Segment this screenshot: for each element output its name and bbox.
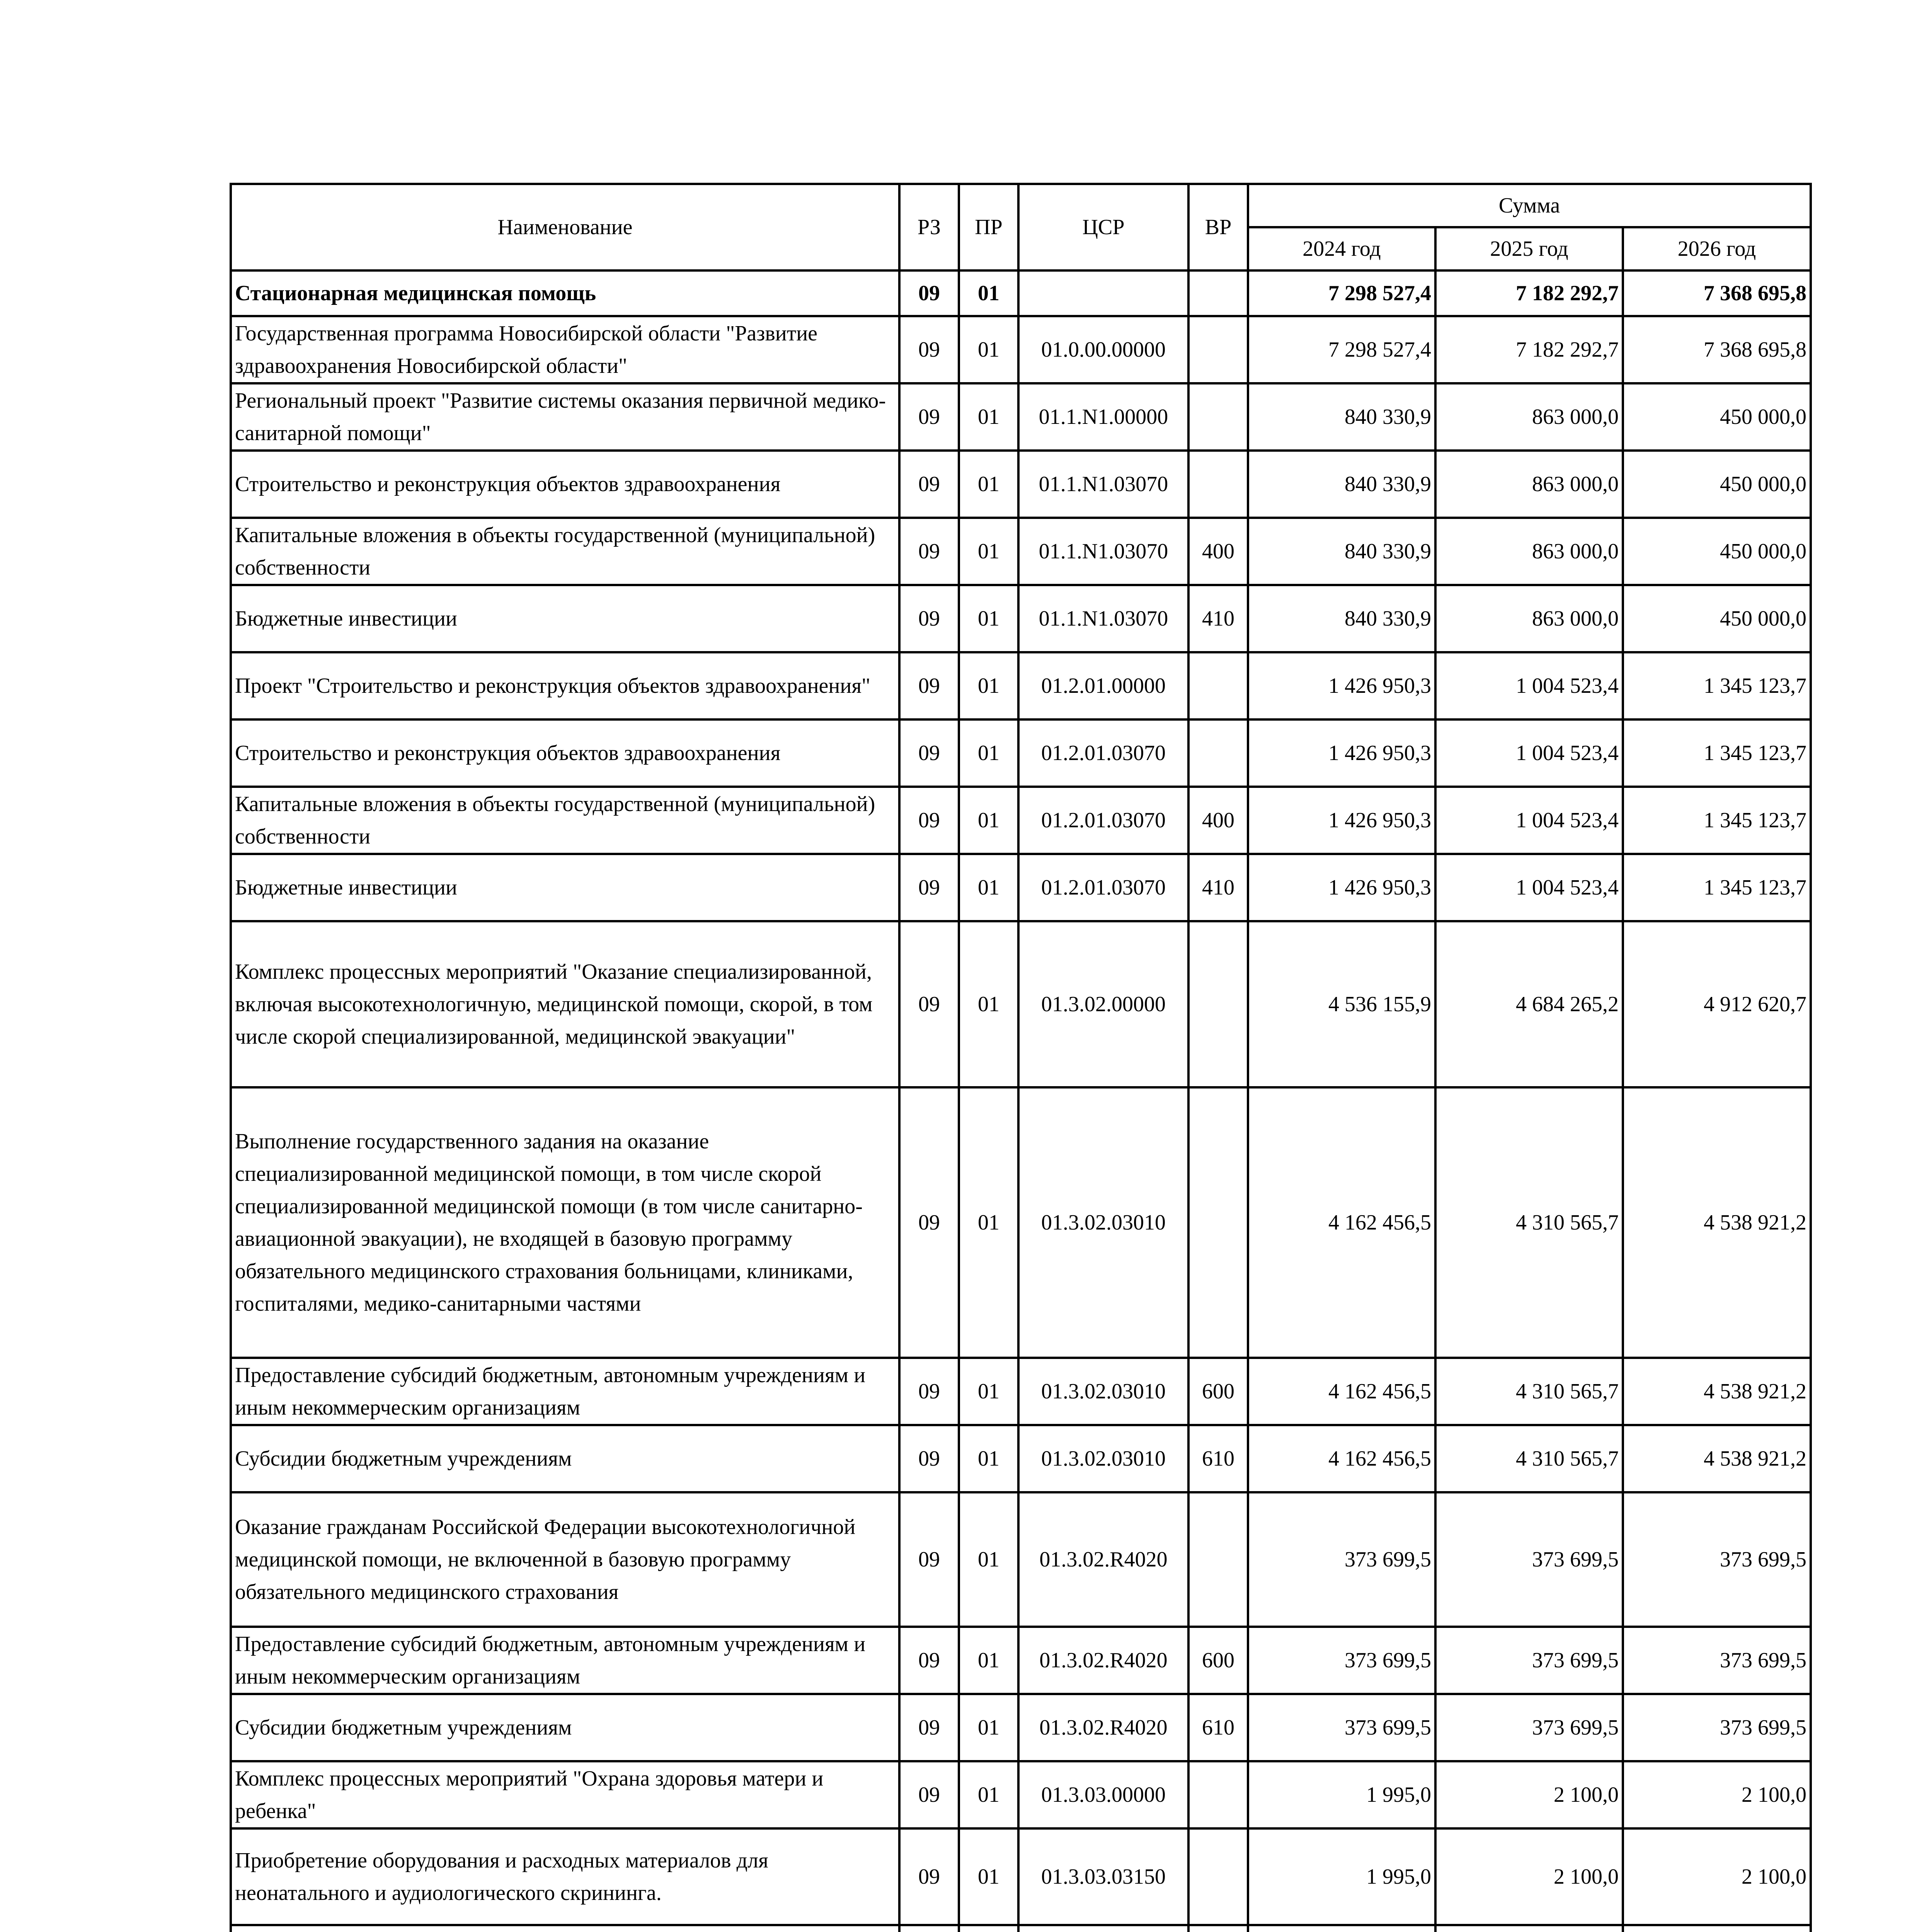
cell-y2025: 7 182 292,7 xyxy=(1435,316,1623,383)
table-row xyxy=(231,652,1811,719)
cell-y2026: 7 368 695,8 xyxy=(1623,316,1811,383)
cell-rz: 09 xyxy=(899,383,959,451)
cell-rz: 09 xyxy=(899,921,959,1087)
cell-pr: 01 xyxy=(959,1694,1018,1761)
cell-pr: 01 xyxy=(959,383,1018,451)
cell-y2024: 4 536 155,9 xyxy=(1248,921,1435,1087)
cell-rz: 09 xyxy=(899,451,959,518)
cell-y2024: 373 699,5 xyxy=(1248,1694,1435,1761)
cell-y2026: 4 538 921,2 xyxy=(1623,1358,1811,1425)
table-row xyxy=(231,787,1811,854)
cell-pr: 01 xyxy=(959,1828,1018,1925)
cell-name: Капитальные вложения в объекты государственной (муниципальной) собственности xyxy=(231,518,899,585)
cell-rz: 09 xyxy=(899,1492,959,1627)
cell-rz: 09 xyxy=(899,585,959,652)
cell-y2025: 2 100,0 xyxy=(1435,1761,1623,1828)
cell-csr: 01.3.02.R4020 xyxy=(1018,1627,1188,1694)
cell-y2025: 373 699,5 xyxy=(1435,1492,1623,1627)
cell-y2026: 450 000,0 xyxy=(1623,585,1811,652)
cell-y2024: 840 330,9 xyxy=(1248,451,1435,518)
cell-y2025: 4 310 565,7 xyxy=(1435,1425,1623,1492)
cell-y2025: 863 000,0 xyxy=(1435,585,1623,652)
cell-vr xyxy=(1188,921,1248,1087)
cell-name: Строительство и реконструкция объектов здравоохранения xyxy=(231,451,899,518)
cell-vr xyxy=(1188,1087,1248,1358)
cell-vr: 600 xyxy=(1188,1358,1248,1425)
header-row xyxy=(231,184,1811,227)
cell-pr: 01 xyxy=(959,585,1018,652)
cell-name: Предоставление субсидий бюджетным, автономным учреждениям и иным некоммерческим организациям xyxy=(231,1358,899,1425)
cell-pr: 01 xyxy=(959,451,1018,518)
cell-y2024 xyxy=(1248,1925,1435,1932)
cell-y2024: 4 162 456,5 xyxy=(1248,1358,1435,1425)
cell-rz: 09 xyxy=(899,1761,959,1828)
cell-y2026: 4 538 921,2 xyxy=(1623,1087,1811,1358)
cell-pr: 01 xyxy=(959,854,1018,921)
cell-name: Комплекс процессных мероприятий "Оказание специализированной, включая высокотехнологичную, медицинской помощи, скорой, в том числе скорой специализированной, медицинской эвакуации" xyxy=(231,921,899,1087)
cell-vr xyxy=(1188,1925,1248,1932)
cell-pr: 01 xyxy=(959,1492,1018,1627)
cell-name: Предоставление субсидий бюджетным, автономным учреждениям и иным некоммерческим организациям xyxy=(231,1627,899,1694)
table-row xyxy=(231,1627,1811,1694)
cell-vr: 610 xyxy=(1188,1425,1248,1492)
cell-y2025: 1 004 523,4 xyxy=(1435,652,1623,719)
cell-csr: 01.0.00.00000 xyxy=(1018,316,1188,383)
table-row xyxy=(231,719,1811,787)
cell-y2024: 7 298 527,4 xyxy=(1248,270,1435,316)
cell-y2026: 1 345 123,7 xyxy=(1623,719,1811,787)
cell-pr: 01 xyxy=(959,1358,1018,1425)
cell-name: Проект "Строительство и реконструкция объектов здравоохранения" xyxy=(231,652,899,719)
cell-csr: 01.3.02.R4020 xyxy=(1018,1492,1188,1627)
cell-y2025: 373 699,5 xyxy=(1435,1694,1623,1761)
cell-rz: 09 xyxy=(899,719,959,787)
cell-y2026: 373 699,5 xyxy=(1623,1627,1811,1694)
cell-csr: 01.2.01.03070 xyxy=(1018,854,1188,921)
cell-y2024: 1 426 950,3 xyxy=(1248,652,1435,719)
header-sum: Сумма xyxy=(1248,184,1811,227)
cell-csr xyxy=(1018,270,1188,316)
cell-y2024: 373 699,5 xyxy=(1248,1492,1435,1627)
cell-y2024: 4 162 456,5 xyxy=(1248,1087,1435,1358)
cell-name: Комплекс процессных мероприятий "Охрана здоровья матери и ребенка" xyxy=(231,1761,899,1828)
cell-csr: 01.3.02.R4020 xyxy=(1018,1694,1188,1761)
cell-csr: 01.2.01.03070 xyxy=(1018,719,1188,787)
cell-y2024: 1 426 950,3 xyxy=(1248,719,1435,787)
table-row xyxy=(231,1694,1811,1761)
cell-name: Приобретение оборудования и расходных материалов для неонатального и аудиологического скрининга. xyxy=(231,1828,899,1925)
cell-csr: 01.1.N1.00000 xyxy=(1018,383,1188,451)
cell-y2025: 7 182 292,7 xyxy=(1435,270,1623,316)
table-row xyxy=(231,270,1811,316)
table-row xyxy=(231,1761,1811,1828)
cell-y2025: 4 684 265,2 xyxy=(1435,921,1623,1087)
cell-y2025: 373 699,5 xyxy=(1435,1627,1623,1694)
cell-y2025: 1 004 523,4 xyxy=(1435,787,1623,854)
cell-pr: 01 xyxy=(959,270,1018,316)
cell-pr: 01 xyxy=(959,1425,1018,1492)
cell-vr: 410 xyxy=(1188,585,1248,652)
cell-name: Региональный проект "Развитие системы оказания первичной медико-санитарной помощи" xyxy=(231,383,899,451)
cell-rz: 09 xyxy=(899,1694,959,1761)
cell-y2025: 4 310 565,7 xyxy=(1435,1087,1623,1358)
cell-rz: 09 xyxy=(899,787,959,854)
cell-vr xyxy=(1188,652,1248,719)
cell-name xyxy=(231,1925,899,1932)
cell-csr: 01.3.02.03010 xyxy=(1018,1425,1188,1492)
cell-pr: 01 xyxy=(959,316,1018,383)
header-csr: ЦСР xyxy=(1018,184,1188,270)
cell-y2026: 450 000,0 xyxy=(1623,383,1811,451)
cell-y2025: 1 004 523,4 xyxy=(1435,719,1623,787)
table-row xyxy=(231,1087,1811,1358)
cell-name: Капитальные вложения в объекты государственной (муниципальной) собственности xyxy=(231,787,899,854)
cell-y2026: 450 000,0 xyxy=(1623,451,1811,518)
cell-y2024: 1 426 950,3 xyxy=(1248,787,1435,854)
header-2026: 2026 год xyxy=(1623,227,1811,270)
cell-pr xyxy=(959,1925,1018,1932)
table-row xyxy=(231,1828,1811,1925)
cell-rz: 09 xyxy=(899,1828,959,1925)
table-row xyxy=(231,585,1811,652)
cell-csr: 01.1.N1.03070 xyxy=(1018,518,1188,585)
budget-table xyxy=(230,183,1812,1932)
cell-y2026: 1 345 123,7 xyxy=(1623,652,1811,719)
cell-csr: 01.1.N1.03070 xyxy=(1018,451,1188,518)
cell-pr: 01 xyxy=(959,719,1018,787)
cell-y2024: 1 995,0 xyxy=(1248,1828,1435,1925)
cell-y2024: 4 162 456,5 xyxy=(1248,1425,1435,1492)
header-2025: 2025 год xyxy=(1435,227,1623,270)
cell-vr: 600 xyxy=(1188,1627,1248,1694)
cell-y2026: 2 100,0 xyxy=(1623,1761,1811,1828)
cell-vr xyxy=(1188,1492,1248,1627)
cell-vr xyxy=(1188,270,1248,316)
cell-rz: 09 xyxy=(899,1358,959,1425)
cell-y2026 xyxy=(1623,1925,1811,1932)
cell-csr xyxy=(1018,1925,1188,1932)
cell-csr: 01.3.02.00000 xyxy=(1018,921,1188,1087)
header-rz: РЗ xyxy=(899,184,959,270)
cell-y2025 xyxy=(1435,1925,1623,1932)
cell-vr xyxy=(1188,451,1248,518)
cell-csr: 01.2.01.03070 xyxy=(1018,787,1188,854)
cell-name: Бюджетные инвестиции xyxy=(231,585,899,652)
table-row xyxy=(231,383,1811,451)
cell-y2026: 1 345 123,7 xyxy=(1623,854,1811,921)
cell-name: Выполнение государственного задания на оказание специализированной медицинской помощи, в том числе скорой специализированной медицинской помощи (в том числе санитарно-авиационной эвакуации), не входящей в базовую программу обязательного медицинского страхования больницами, клиниками, госпиталями, медико-санитарными частями xyxy=(231,1087,899,1358)
cell-y2024: 840 330,9 xyxy=(1248,518,1435,585)
cell-csr: 01.2.01.00000 xyxy=(1018,652,1188,719)
cell-name: Оказание гражданам Российской Федерации высокотехнологичной медицинской помощи, не включенной в базовую программу обязательного медицинского страхования xyxy=(231,1492,899,1627)
cell-y2026: 1 345 123,7 xyxy=(1623,787,1811,854)
table-row xyxy=(231,1925,1811,1932)
table-row xyxy=(231,518,1811,585)
cell-y2026: 4 538 921,2 xyxy=(1623,1425,1811,1492)
cell-rz: 09 xyxy=(899,652,959,719)
cell-y2026: 450 000,0 xyxy=(1623,518,1811,585)
cell-rz: 09 xyxy=(899,1627,959,1694)
cell-name: Стационарная медицинская помощь xyxy=(231,270,899,316)
cell-y2026: 2 100,0 xyxy=(1623,1828,1811,1925)
cell-name: Строительство и реконструкция объектов здравоохранения xyxy=(231,719,899,787)
header-name: Наименование xyxy=(231,184,899,270)
cell-pr: 01 xyxy=(959,1087,1018,1358)
cell-vr xyxy=(1188,719,1248,787)
cell-name: Государственная программа Новосибирской области "Развитие здравоохранения Новосибирской области" xyxy=(231,316,899,383)
cell-y2025: 863 000,0 xyxy=(1435,451,1623,518)
cell-rz: 09 xyxy=(899,316,959,383)
cell-csr: 01.1.N1.03070 xyxy=(1018,585,1188,652)
cell-pr: 01 xyxy=(959,518,1018,585)
table-row xyxy=(231,854,1811,921)
cell-y2024: 1 995,0 xyxy=(1248,1761,1435,1828)
cell-y2026: 4 912 620,7 xyxy=(1623,921,1811,1087)
cell-vr: 610 xyxy=(1188,1694,1248,1761)
cell-rz: 09 xyxy=(899,1425,959,1492)
cell-rz: 09 xyxy=(899,518,959,585)
cell-y2025: 863 000,0 xyxy=(1435,518,1623,585)
cell-name: Субсидии бюджетным учреждениям xyxy=(231,1694,899,1761)
table-row xyxy=(231,921,1811,1087)
cell-y2024: 373 699,5 xyxy=(1248,1627,1435,1694)
cell-vr: 410 xyxy=(1188,854,1248,921)
cell-vr xyxy=(1188,383,1248,451)
header-pr: ПР xyxy=(959,184,1018,270)
cell-vr xyxy=(1188,316,1248,383)
cell-csr: 01.3.02.03010 xyxy=(1018,1087,1188,1358)
table-row xyxy=(231,316,1811,383)
cell-y2024: 840 330,9 xyxy=(1248,383,1435,451)
cell-name: Бюджетные инвестиции xyxy=(231,854,899,921)
cell-vr: 400 xyxy=(1188,518,1248,585)
table-body xyxy=(231,270,1811,1932)
cell-y2025: 4 310 565,7 xyxy=(1435,1358,1623,1425)
cell-pr: 01 xyxy=(959,1627,1018,1694)
cell-vr xyxy=(1188,1761,1248,1828)
cell-csr: 01.3.02.03010 xyxy=(1018,1358,1188,1425)
cell-pr: 01 xyxy=(959,652,1018,719)
table-row xyxy=(231,1492,1811,1627)
cell-pr: 01 xyxy=(959,787,1018,854)
header-2024: 2024 год xyxy=(1248,227,1435,270)
header-vr: ВР xyxy=(1188,184,1248,270)
table-row xyxy=(231,1358,1811,1425)
cell-y2025: 863 000,0 xyxy=(1435,383,1623,451)
cell-pr: 01 xyxy=(959,921,1018,1087)
cell-y2025: 1 004 523,4 xyxy=(1435,854,1623,921)
cell-name: Субсидии бюджетным учреждениям xyxy=(231,1425,899,1492)
cell-vr xyxy=(1188,1828,1248,1925)
table-row xyxy=(231,1425,1811,1492)
cell-y2026: 7 368 695,8 xyxy=(1623,270,1811,316)
cell-rz: 09 xyxy=(899,270,959,316)
cell-vr: 400 xyxy=(1188,787,1248,854)
cell-pr: 01 xyxy=(959,1761,1018,1828)
cell-y2026: 373 699,5 xyxy=(1623,1694,1811,1761)
cell-rz: 09 xyxy=(899,854,959,921)
cell-csr: 01.3.03.00000 xyxy=(1018,1761,1188,1828)
cell-y2026: 373 699,5 xyxy=(1623,1492,1811,1627)
table-row xyxy=(231,451,1811,518)
cell-y2024: 840 330,9 xyxy=(1248,585,1435,652)
cell-rz xyxy=(899,1925,959,1932)
cell-rz: 09 xyxy=(899,1087,959,1358)
cell-csr: 01.3.03.03150 xyxy=(1018,1828,1188,1925)
cell-y2025: 2 100,0 xyxy=(1435,1828,1623,1925)
cell-y2024: 7 298 527,4 xyxy=(1248,316,1435,383)
cell-y2024: 1 426 950,3 xyxy=(1248,854,1435,921)
